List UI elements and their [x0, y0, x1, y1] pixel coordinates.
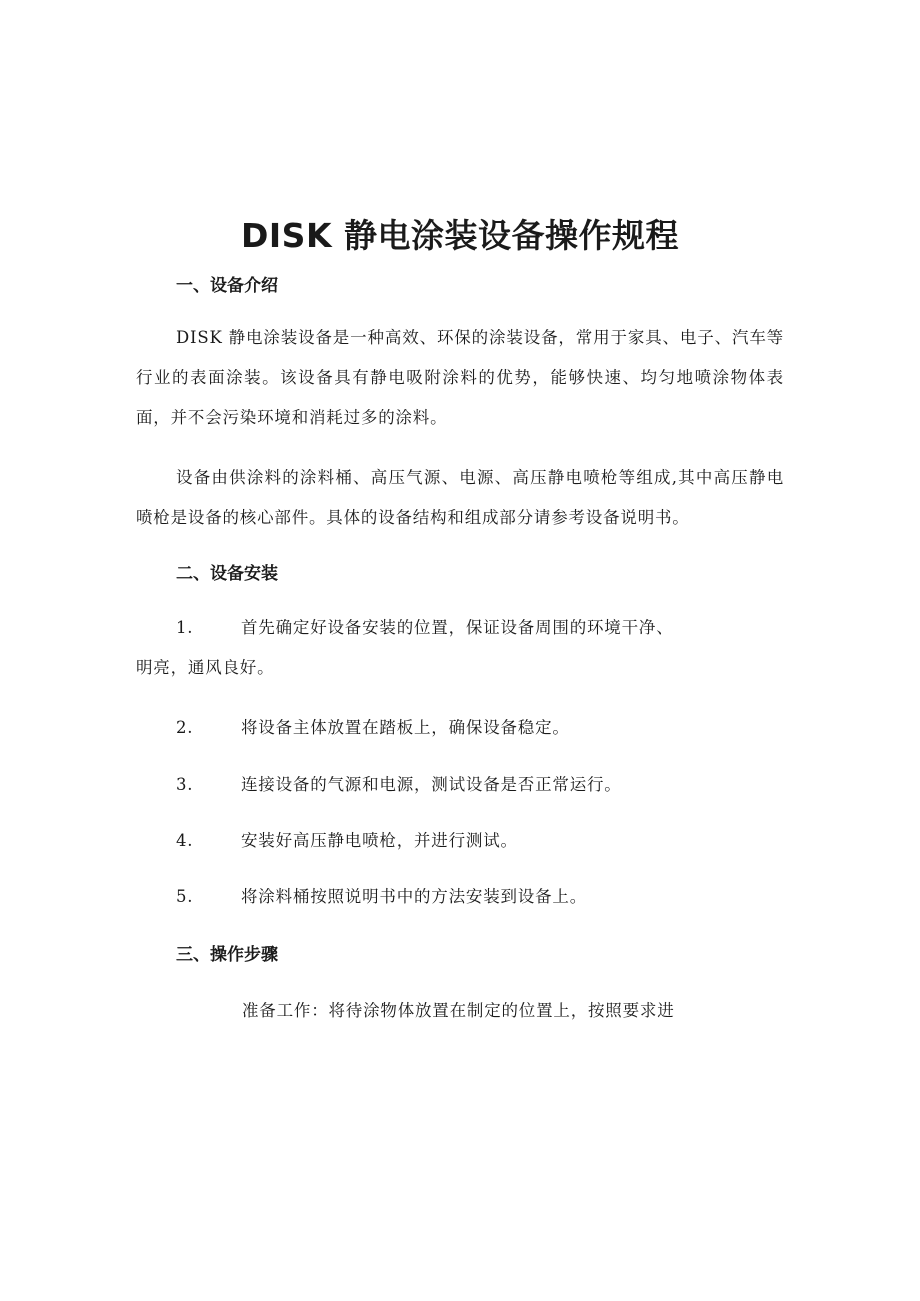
list-item — [136, 765, 784, 805]
list-item-number: 5. — [176, 887, 194, 906]
list-item — [136, 608, 784, 688]
section-heading-equipment-intro: 一、设备介绍 — [176, 276, 278, 296]
list-item — [136, 708, 784, 748]
list-item-number: 2. — [176, 718, 194, 737]
list-item — [136, 821, 784, 861]
document-title: DISK 静电涂装设备操作规程 — [241, 216, 679, 255]
section-heading-installation: 二、设备安装 — [176, 564, 278, 584]
paragraph-components: 设备由供涂料的涂料桶、高压气源、电源、高压静电喷枪等组成,其中高压静电喷枪是设备的核心部件。具体的设备结构和组成部分请参考设备说明书。 — [136, 468, 784, 527]
list-item — [136, 877, 784, 917]
list-item-text: 连接设备的气源和电源，测试设备是否正常运行。 — [241, 775, 622, 794]
list-item-text: 安装好高压静电喷枪，并进行测试。 — [241, 831, 518, 850]
list-item-text: 将设备主体放置在踏板上，确保设备稳定。 — [241, 718, 570, 737]
list-item-text: 首先确定好设备安装的位置，保证设备周围的环境干净、 — [241, 618, 674, 637]
paragraph-preparation: 准备工作：将待涂物体放置在制定的位置上，按照要求进 — [242, 1001, 675, 1020]
section-heading-operation-steps: 三、操作步骤 — [176, 945, 278, 965]
list-item-number: 3. — [176, 775, 194, 794]
list-item-continuation: 明亮，通风良好。 — [136, 658, 275, 677]
list-item-text: 将涂料桶按照说明书中的方法安装到设备上。 — [241, 887, 587, 906]
list-item-number: 4. — [176, 831, 194, 850]
list-item-number: 1. — [176, 618, 194, 637]
paragraph-intro: DISK 静电涂装设备是一种高效、环保的涂装设备，常用于家具、电子、汽车等行业的表面涂装。该设备具有静电吸附涂料的优势，能够快速、均匀地喷涂物体表面，并不会污染环境和消耗过多的涂料。 — [136, 328, 784, 427]
